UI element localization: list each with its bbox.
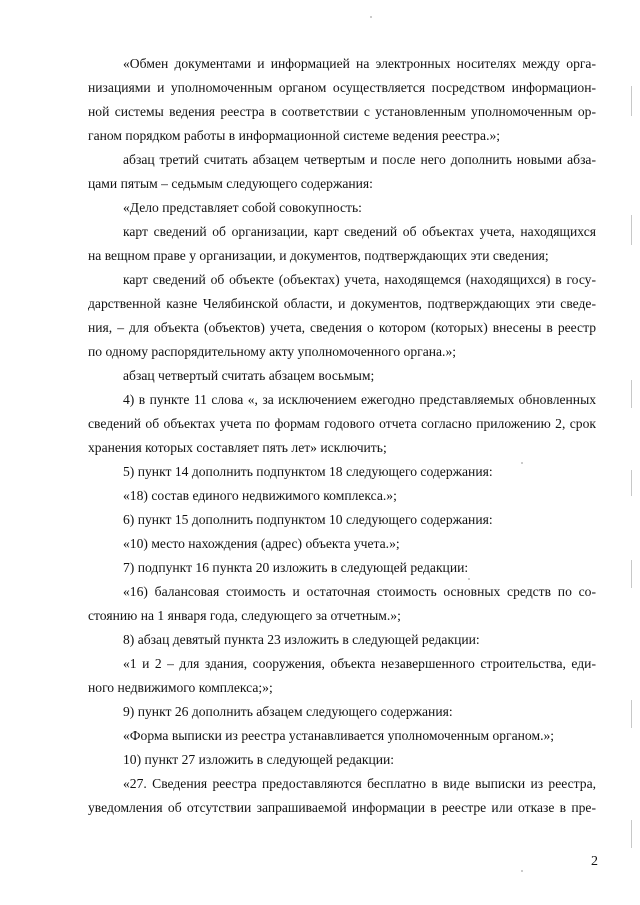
text-line: абзац третий считать абзацем четвертым и после него дополнить новыми абза- [123, 152, 596, 167]
text-line: ганом порядком работы в информационной системе ведения реестра.»; [88, 128, 501, 143]
text-line: «Обмен документами и информацией на электронных носителях между орга- [123, 56, 596, 71]
text-line: абзац четвертый считать абзацем восьмым; [123, 368, 375, 383]
text-line: «16) балансовая стоимость и остаточная стоимость основных средств по со- [123, 584, 596, 599]
text-line: «18) состав единого недвижимого комплекса.»; [123, 488, 397, 503]
text-line: карт сведений об объекте (объектах) учета, находящемся (находящихся) в госу- [123, 272, 596, 287]
text-line: «Форма выписки из реестра устанавливается уполномоченным органом.»; [123, 728, 555, 743]
text-line: ной системы ведения реестра в соответствии с установленным уполномоченным ор- [88, 104, 596, 119]
text-line: «1 и 2 – для здания, сооружения, объекта незавершенного строительства, еди- [123, 656, 596, 671]
text-line: хранения которых составляет пять лет» исключить; [88, 440, 387, 455]
scan-speck [370, 16, 372, 18]
text-line: 9) пункт 26 дополнить абзацем следующего содержания: [123, 704, 453, 719]
scan-edge-mark [631, 560, 632, 588]
scan-edge-mark [631, 820, 632, 848]
text-line: 10) пункт 27 изложить в следующей редакции: [123, 752, 395, 767]
text-line: цами пятым – седьмым следующего содержания: [88, 176, 373, 191]
text-line: 4) в пункте 11 слова «, за исключением ежегодно представляемых обновленных [123, 392, 596, 407]
scan-edge-mark [631, 215, 632, 245]
text-line: «27. Сведения реестра предоставляются бесплатно в виде выписки из реестра, [123, 776, 596, 791]
text-line: стоянию на 1 января года, следующего за отчетным.»; [88, 608, 401, 623]
text-line: 6) пункт 15 дополнить подпунктом 10 следующего содержания: [123, 512, 493, 527]
text-line: сведений об объектах учета по формам годового отчета согласно приложению 2, срок [88, 416, 596, 431]
text-line: «Дело представляет собой совокупность: [123, 200, 362, 215]
scan-edge-mark [631, 380, 632, 408]
text-line: 8) абзац девятый пункта 23 изложить в следующей редакции: [123, 632, 480, 647]
text-line: уведомления об отсутствии запрашиваемой информации в реестре или отказе в пре- [88, 800, 596, 815]
scan-speck [521, 462, 523, 464]
text-line: на вещном праве у организации, и документов, подтверждающих эти сведения; [88, 248, 549, 263]
scan-edge-mark [631, 470, 632, 496]
scan-speck [521, 870, 523, 872]
text-line: 5) пункт 14 дополнить подпунктом 18 следующего содержания: [123, 464, 493, 479]
text-line: ния, – для объекта (объектов) учета, сведения о котором (которых) внесены в реестр [88, 320, 596, 335]
text-line: дарственной казне Челябинской области, и документов, подтверждающих эти сведе- [88, 296, 596, 311]
page-number: 2 [591, 854, 598, 869]
scan-edge-mark [631, 700, 632, 728]
text-line: ного недвижимого комплекса;»; [88, 680, 273, 695]
text-line: низациями и уполномоченным органом осуществляется посредством информацион- [88, 80, 596, 95]
text-line: «10) место нахождения (адрес) объекта учета.»; [123, 536, 400, 551]
scan-edge-mark [631, 86, 632, 116]
scan-speck [468, 578, 470, 580]
text-line: 7) подпункт 16 пункта 20 изложить в следующей редакции: [123, 560, 469, 575]
text-line: по одному распорядительному акту уполномоченного органа.»; [88, 344, 457, 359]
text-line: карт сведений об организации, карт сведений об объектах учета, находящихся [123, 224, 596, 239]
